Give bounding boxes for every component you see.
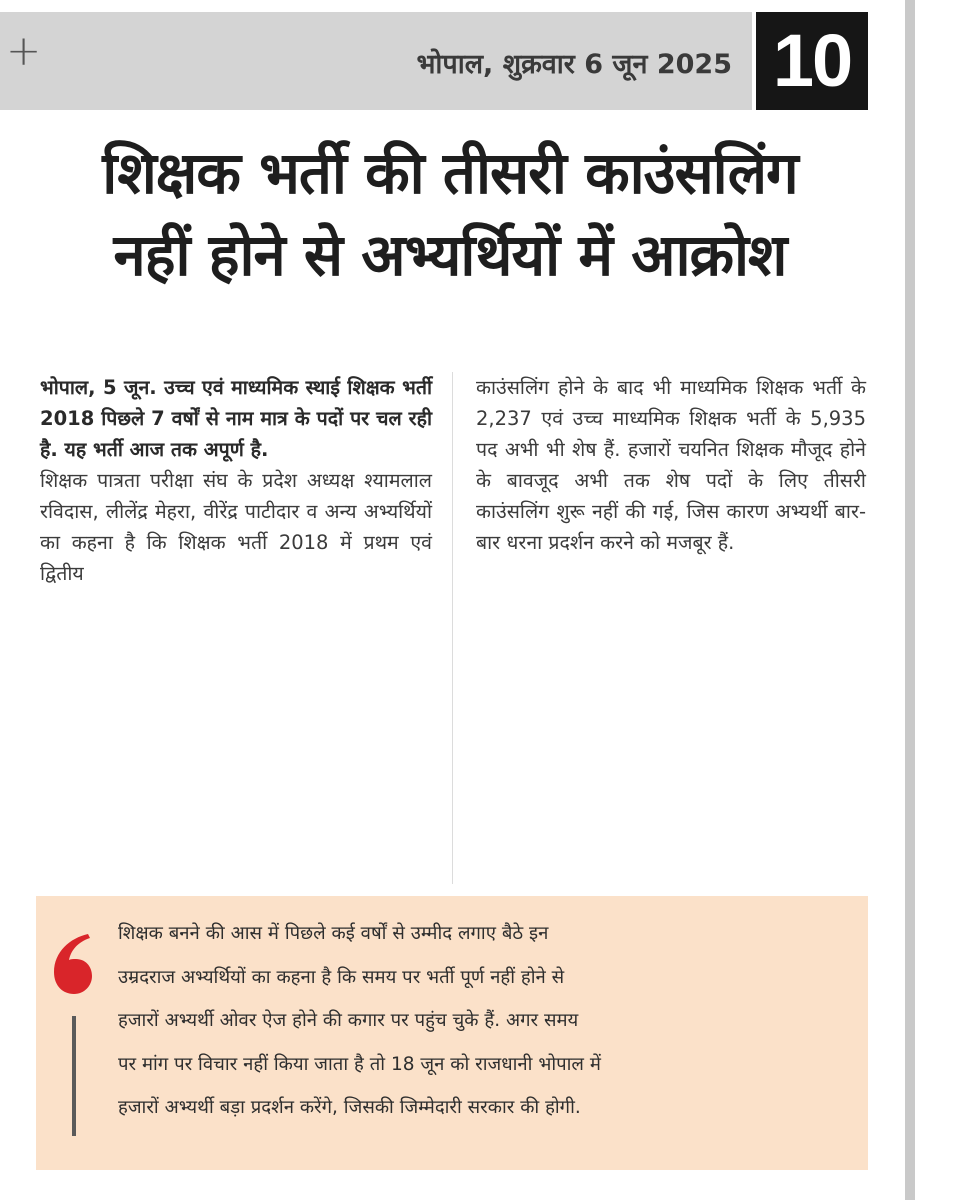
headline-line-1: शिक्षक भर्ती की तीसरी काउंसलिंग bbox=[102, 139, 798, 207]
quote-line-5: हजारों अभ्यर्थी बड़ा प्रदर्शन करेंगे, जिसकी जिम्मेदारी सरकार की होगी. bbox=[118, 1097, 581, 1118]
article-body-right: काउंसलिंग होने के बाद भी माध्यमिक शिक्षक भर्ती के 2,237 एवं उच्च माध्यमिक शिक्षक भर्ती के 5,935 पद अभी भी शेष हैं. हजारों चयनित शिक्षक मौजूद होने के बावजूद अभी तक शेष पदों के लिए तीसरी काउंसलिंग शुरू नहीं की गई, जिस कारण अभ्यर्थी बार-बार धरना प्रदर्शन करने को मजबूर हैं. bbox=[476, 376, 866, 554]
quote-line-1: शिक्षक बनने की आस में पिछले कई वर्षों से उम्मीद लगाए बैठे इन bbox=[118, 923, 549, 944]
column-divider bbox=[452, 372, 453, 884]
headline-line-2: नहीं होने से अभ्यर्थियों में आक्रोश bbox=[113, 221, 787, 289]
quote-line-4: पर मांग पर विचार नहीं किया जाता है तो 18 जून को राजधानी भोपाल में bbox=[118, 1053, 601, 1075]
article-column-left bbox=[40, 372, 432, 589]
crop-mark-icon: + bbox=[6, 26, 42, 75]
article-column-right bbox=[476, 372, 866, 558]
quote-line-2: उम्रदराज अभ्यर्थियों का कहना है कि समय पर भर्ती पूर्ण नहीं होने से bbox=[118, 966, 565, 988]
page-edge bbox=[905, 0, 915, 1200]
headline bbox=[10, 132, 890, 296]
quote-line-3: हजारों अभ्यर्थी ओवर ऐज होने की कगार पर पहुंच चुके हैं. अगर समय bbox=[118, 1010, 579, 1031]
quote-mark-icon bbox=[44, 928, 104, 998]
page-number: 10 bbox=[756, 12, 868, 110]
pull-quote-text bbox=[118, 912, 856, 1130]
quote-accent-line bbox=[72, 1016, 76, 1136]
dateline: भोपाल, शुक्रवार 6 जून 2025 bbox=[416, 49, 732, 80]
article-lead: भोपाल, 5 जून. उच्च एवं माध्यमिक स्थाई शिक्षक भर्ती 2018 पिछले 7 वर्षों से नाम मात्र के पदों पर चल रही है. यह भर्ती आज तक अपूर्ण है. bbox=[40, 376, 432, 461]
article-body-left: शिक्षक पात्रता परीक्षा संघ के प्रदेश अध्यक्ष श्यामलाल रविदास, लीलेंद्र मेहरा, वीरेंद्र पाटीदार व अन्य अभ्यर्थियों का कहना है कि शिक्षक भर्ती 2018 में प्रथम एवं द्वितीय bbox=[40, 469, 432, 585]
